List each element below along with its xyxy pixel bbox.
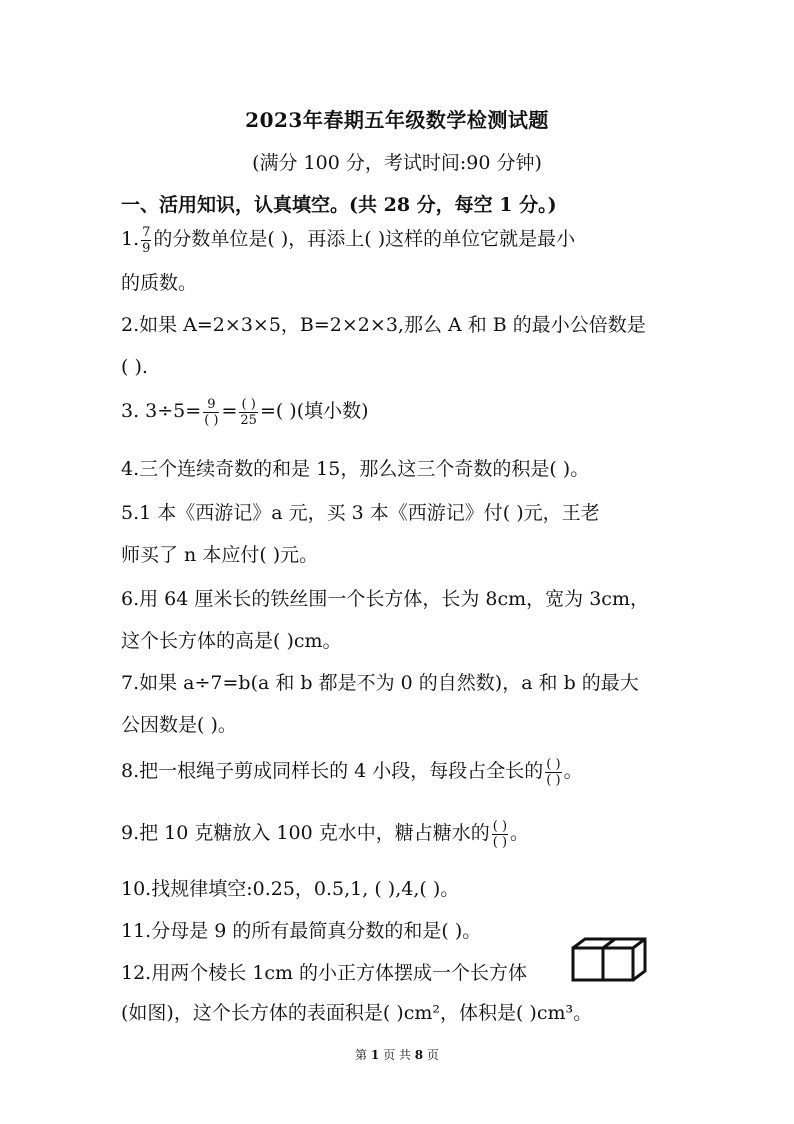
fraction-blank: $\frac{( )}{( )}$ [492, 818, 508, 850]
question-10: 10.找规律填空:0.25，0.5,1, ( ),4,( )。 [121, 878, 460, 900]
question-4: 4.三个连续奇数的和是 15，那么这三个奇数的积是( )。 [121, 458, 590, 480]
total-page-number: 8 [414, 1048, 424, 1062]
question-7: 7.如果 a÷7=b(a 和 b 都是不为 0 的自然数)，a 和 b 的最大 [121, 672, 639, 694]
question-12: 12.用两个棱长 1cm 的小正方体摆成一个长方体 [121, 962, 528, 984]
question-12-cont: (如图)，这个长方体的表面积是( )cm²，体积是( )cm³。 [121, 1002, 593, 1024]
question-6-cont: 这个长方体的高是( )cm。 [121, 630, 342, 652]
page-subtitle: (满分 100 分，考试时间:90 分钟) [252, 152, 542, 174]
question-8: 8.把一根绳子剪成同样长的 4 小段，每段占全长的 $\frac{( )}{( )}$ 。 [121, 756, 583, 788]
question-11: 11.分母是 9 的所有最简真分数的和是( )。 [121, 920, 482, 942]
fraction-9-blank: $\frac{9}{( )}$ [204, 396, 219, 428]
page-title: 2023年春期五年级数学检测试题 [245, 108, 549, 132]
question-1: 1. $\frac{7}{9}$ 的分数单位是( )，再添上( )这样的单位它就是最小 [121, 224, 576, 256]
question-5-cont: 师买了 n 本应付( )元。 [121, 544, 319, 566]
question-5: 5.1 本《西游记》a 元，买 3 本《西游记》付( )元，王老 [121, 502, 600, 524]
fraction-blank: $\frac{( )}{( )}$ [546, 756, 561, 788]
question-2-cont: ( ). [121, 356, 148, 378]
page-footer: 第 1 页 共 8 页 [355, 1048, 439, 1062]
question-6: 6.用 64 厘米长的铁丝围一个长方体，长为 8cm，宽为 3cm， [121, 588, 649, 610]
question-3: 3. 3÷5= $\frac{9}{( )}$ = $\frac{( )}{25}$ =( )(填小数) [121, 396, 369, 428]
question-2: 2.如果 A=2×3×5，B=2×2×3,那么 A 和 B 的最小公倍数是 [121, 314, 646, 336]
question-1-cont: 的质数。 [121, 272, 198, 294]
section-heading: 一、活用知识，认真填空。(共 28 分，每空 1 分。) [121, 194, 557, 216]
cuboid-figure-icon [570, 936, 650, 984]
question-7-cont: 公因数是( )。 [121, 714, 237, 736]
question-9: 9.把 10 克糖放入 100 克水中，糖占糖水的 $\frac{( )}{( )}$ 。 [121, 818, 530, 850]
current-page-number: 1 [370, 1048, 380, 1062]
fraction-7-9: $\frac{7}{9}$ [142, 224, 151, 256]
fraction-blank-25: $\frac{( )}{25}$ [240, 396, 257, 428]
